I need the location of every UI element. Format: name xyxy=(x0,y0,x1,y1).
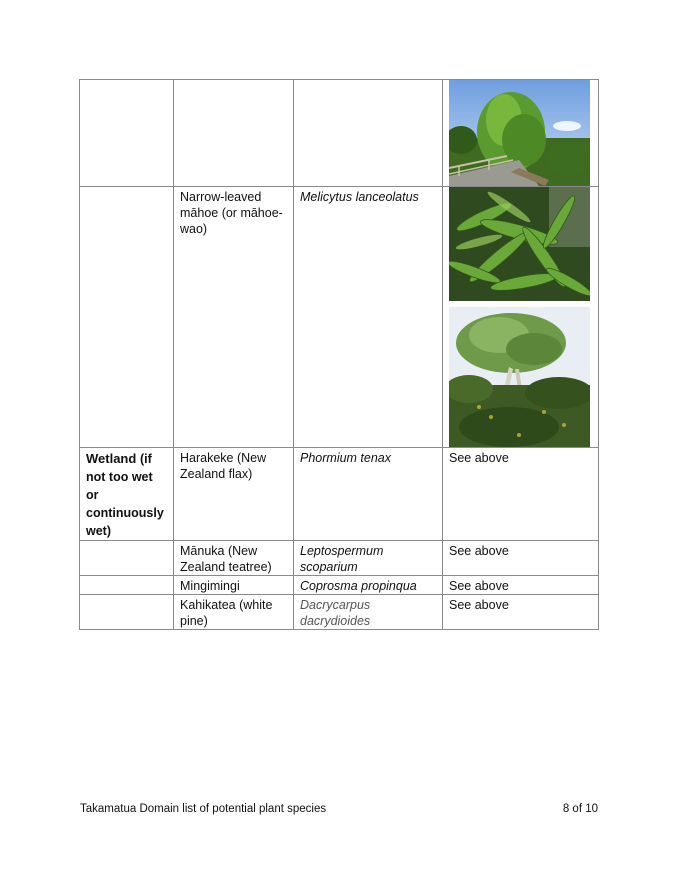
table-row xyxy=(80,187,599,448)
scientific-name-cell: Leptospermum scoparium xyxy=(294,541,443,576)
scientific-name-cell: Melicytus lanceolatus xyxy=(294,187,443,448)
common-name-cell: Narrow-leaved māhoe (or māhoe-wao) xyxy=(174,187,294,448)
scientific-name-cell: Dacrycarpus dacrydioides xyxy=(294,595,443,630)
table-row xyxy=(80,448,599,541)
scientific-name-cell: Phormium tenax xyxy=(294,448,443,541)
image-note-cell: See above xyxy=(443,448,599,541)
image-note-cell: See above xyxy=(443,541,599,576)
image-note-cell: See above xyxy=(443,595,599,630)
image-cell xyxy=(443,187,599,448)
category-cell xyxy=(80,448,174,541)
common-name-cell: Harakeke (New Zealand flax) xyxy=(174,448,294,541)
footer-title: Takamatua Domain list of potential plant species xyxy=(80,803,327,815)
category-note: (if not too wet or continuously wet) xyxy=(86,452,164,538)
image-cell xyxy=(443,80,599,187)
table-row xyxy=(80,576,599,595)
category-label: Wetland xyxy=(86,451,137,466)
scientific-name-cell: Coprosma propinqua xyxy=(294,576,443,595)
category-cell xyxy=(80,187,174,448)
common-name-cell: Mingimingi xyxy=(174,576,294,595)
common-name-cell: Mānuka (New Zealand teatree) xyxy=(174,541,294,576)
category-cell xyxy=(80,576,174,595)
table-row xyxy=(80,541,599,576)
category-cell xyxy=(80,541,174,576)
category-cell xyxy=(80,595,174,630)
table-row xyxy=(80,595,599,630)
narrow-leaves-closeup-photo xyxy=(449,187,590,301)
scientific-name-cell xyxy=(294,80,443,187)
small-tree-on-hillside-photo xyxy=(449,307,590,447)
category-cell xyxy=(80,80,174,187)
shrub-on-roadside-photo xyxy=(449,80,590,186)
page-footer xyxy=(80,803,598,815)
table-row xyxy=(80,80,599,187)
common-name-cell xyxy=(174,80,294,187)
plant-species-table xyxy=(79,79,599,630)
page-number: 8 of 10 xyxy=(562,803,598,815)
common-name-cell: Kahikatea (white pine) xyxy=(174,595,294,630)
image-note-cell: See above xyxy=(443,576,599,595)
